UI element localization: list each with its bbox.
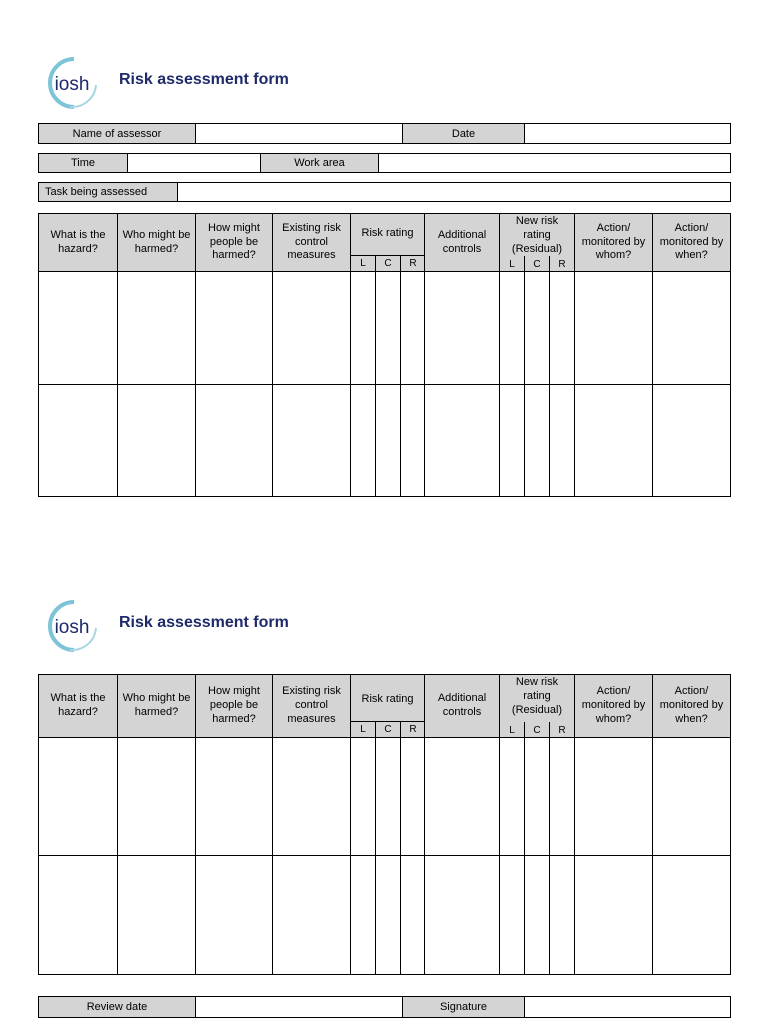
risk-r-header: R	[400, 721, 425, 737]
table-2-row-1-new-l[interactable]	[499, 737, 525, 856]
table-2-row-2-new-c[interactable]	[524, 855, 550, 975]
col-hazard-header: What is the hazard?	[38, 213, 118, 272]
new-rating-label: New risk rating (Residual)	[511, 215, 563, 255]
table-1-row-1-action-whom[interactable]	[574, 271, 653, 385]
table-1-row-2-new-l[interactable]	[499, 384, 525, 497]
col-how-header: How might people be harmed?	[195, 674, 273, 738]
date-input[interactable]	[524, 123, 731, 144]
table-1-row-1-risk-l[interactable]	[350, 271, 376, 385]
table-2-row-1-new-c[interactable]	[524, 737, 550, 856]
risk-l-header: L	[350, 255, 375, 271]
task-being-assessed-input[interactable]	[177, 182, 731, 202]
table-1-row-2-new-c[interactable]	[524, 384, 550, 497]
col-action-whom-header: Action/ monitored by whom?	[574, 213, 653, 272]
table-2-row-2-risk-c[interactable]	[375, 855, 401, 975]
col-existing-header: Existing risk control measures	[272, 213, 351, 272]
table-1-row-1-who[interactable]	[117, 271, 196, 385]
iosh-logo	[44, 55, 100, 111]
work-area-input[interactable]	[378, 153, 731, 173]
risk-rating-label: Risk rating	[361, 693, 414, 705]
new-l-header: L	[499, 256, 524, 272]
table-1-row-2-how[interactable]	[195, 384, 273, 497]
table-1-row-2-hazard[interactable]	[38, 384, 118, 497]
signature-input[interactable]	[524, 996, 731, 1018]
table-2-row-2-hazard[interactable]	[38, 855, 118, 975]
table-2-row-2-how[interactable]	[195, 855, 273, 975]
review-date-input[interactable]	[195, 996, 403, 1018]
table-2-row-2-who[interactable]	[117, 855, 196, 975]
new-r-header: R	[549, 256, 574, 272]
risk-c-header: C	[375, 721, 400, 737]
table-1-row-2-risk-c[interactable]	[375, 384, 401, 497]
new-rating-label: New risk rating (Residual)	[511, 676, 563, 716]
table-1-row-1-new-c[interactable]	[524, 271, 550, 385]
col-hazard-header: What is the hazard?	[38, 674, 118, 738]
table-2-row-1-new-r[interactable]	[549, 737, 575, 856]
svg-text:iosh: iosh	[54, 617, 90, 638]
table-1-row-2-risk-l[interactable]	[350, 384, 376, 497]
table-1-row-1-how[interactable]	[195, 271, 273, 385]
table-1-row-1-new-r[interactable]	[549, 271, 575, 385]
table-1-row-1-existing[interactable]	[272, 271, 351, 385]
table-2-row-2-action-whom[interactable]	[574, 855, 653, 975]
table-1-row-1-risk-c[interactable]	[375, 271, 401, 385]
date-label: Date	[402, 123, 525, 144]
new-l-header: L	[499, 722, 524, 738]
table-1-row-2-existing[interactable]	[272, 384, 351, 497]
table-1-row-1-hazard[interactable]	[38, 271, 118, 385]
table-1-row-2-who[interactable]	[117, 384, 196, 497]
table-2-row-1-risk-l[interactable]	[350, 737, 376, 856]
table-2-row-1-existing[interactable]	[272, 737, 351, 856]
table-1-row-2-action-when[interactable]	[652, 384, 731, 497]
table-2-row-2-new-l[interactable]	[499, 855, 525, 975]
form-title: Risk assessment form	[119, 614, 289, 631]
col-additional-header: Additional controls	[424, 213, 500, 272]
table-2-row-2-additional[interactable]	[424, 855, 500, 975]
col-who-header: Who might be harmed?	[117, 674, 196, 738]
iosh-logo	[44, 598, 100, 654]
review-date-label: Review date	[38, 996, 196, 1018]
table-2-row-1-action-when[interactable]	[652, 737, 731, 856]
col-existing-header: Existing risk control measures	[272, 674, 351, 738]
table-2-row-1-risk-r[interactable]	[400, 737, 425, 856]
task-being-assessed-label: Task being assessed	[38, 182, 178, 202]
name-of-assessor-input[interactable]	[195, 123, 403, 144]
table-2-row-1-additional[interactable]	[424, 737, 500, 856]
time-input[interactable]	[127, 153, 261, 173]
table-1-row-1-new-l[interactable]	[499, 271, 525, 385]
new-r-header: R	[549, 722, 574, 738]
table-2-row-2-action-when[interactable]	[652, 855, 731, 975]
table-1-row-1-additional[interactable]	[424, 271, 500, 385]
work-area-label: Work area	[260, 153, 379, 173]
risk-rating-label: Risk rating	[361, 227, 414, 239]
risk-c-header: C	[375, 255, 400, 271]
table-2-row-1-hazard[interactable]	[38, 737, 118, 856]
form-title: Risk assessment form	[119, 71, 289, 88]
table-1-row-2-risk-r[interactable]	[400, 384, 425, 497]
col-action-whom-header: Action/ monitored by whom?	[574, 674, 653, 738]
col-how-header: How might people be harmed?	[195, 213, 273, 272]
col-who-header: Who might be harmed?	[117, 213, 196, 272]
new-c-header: C	[524, 256, 549, 272]
table-2-row-2-existing[interactable]	[272, 855, 351, 975]
table-2-row-1-how[interactable]	[195, 737, 273, 856]
svg-text:iosh: iosh	[54, 74, 90, 95]
table-2-row-1-who[interactable]	[117, 737, 196, 856]
table-2-row-2-risk-l[interactable]	[350, 855, 376, 975]
table-1-row-1-action-when[interactable]	[652, 271, 731, 385]
table-1-row-1-risk-r[interactable]	[400, 271, 425, 385]
table-1-row-2-additional[interactable]	[424, 384, 500, 497]
table-2-row-1-action-whom[interactable]	[574, 737, 653, 856]
table-1-row-2-action-whom[interactable]	[574, 384, 653, 497]
name-of-assessor-label: Name of assessor	[38, 123, 196, 144]
risk-l-header: L	[350, 721, 375, 737]
time-label: Time	[38, 153, 128, 173]
table-2-row-1-risk-c[interactable]	[375, 737, 401, 856]
new-c-header: C	[524, 722, 549, 738]
col-additional-header: Additional controls	[424, 674, 500, 738]
signature-label: Signature	[402, 996, 525, 1018]
table-1-row-2-new-r[interactable]	[549, 384, 575, 497]
risk-r-header: R	[400, 255, 425, 271]
table-2-row-2-new-r[interactable]	[549, 855, 575, 975]
col-action-when-header: Action/ monitored by when?	[652, 674, 731, 738]
col-action-when-header: Action/ monitored by when?	[652, 213, 731, 272]
table-2-row-2-risk-r[interactable]	[400, 855, 425, 975]
